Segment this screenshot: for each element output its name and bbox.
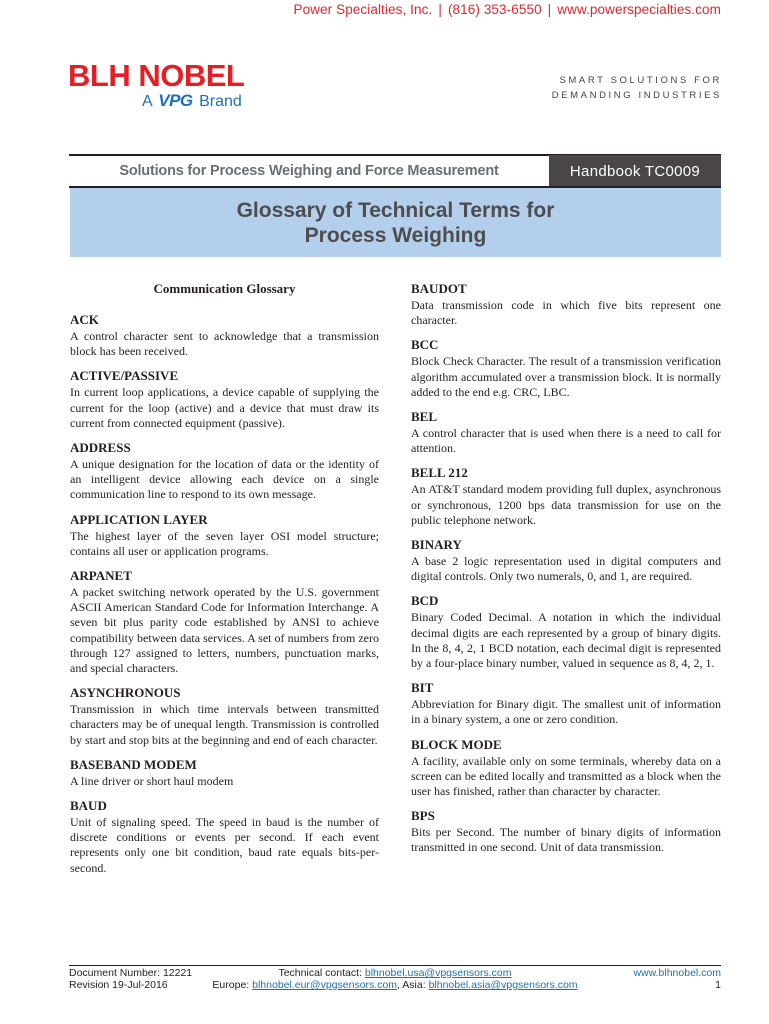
glossary-entry [411, 280, 721, 328]
blhnobel-website-link[interactable]: www.blhnobel.com [633, 967, 721, 979]
glossary-entry [70, 311, 379, 359]
document-subtitle: Solutions for Process Weighing and Force Measurement [119, 163, 499, 179]
glossary-term: BINARY [411, 537, 462, 553]
revision-date: Revision 19-Jul-2016 [69, 979, 168, 991]
glossary-definition: Abbreviation for Binary digit. The smallest unit of information in a binary system, a one or zero condition. [411, 697, 721, 727]
glossary-term: BIT [411, 680, 434, 696]
glossary-definition: Bits per Second. The number of binary digits of information transmitted in one second. Unit of data transmission. [411, 825, 721, 855]
glossary-definition: Block Check Character. The result of a transmission verification algorithm accumulated over a transmission block. It is normally added to the end e.g. CRC, LBC. [411, 354, 721, 399]
glossary-term: ASYNCHRONOUS [70, 685, 181, 701]
separator: | [438, 2, 442, 17]
page-footer [69, 967, 721, 991]
glossary-entry [70, 797, 379, 876]
separator: | [547, 2, 552, 17]
glossary-entry [411, 464, 721, 528]
distributor-website-link[interactable]: www.powerspecialties.com [557, 2, 721, 17]
asia-email-link[interactable]: blhnobel.asia@vpgsensors.com [428, 979, 578, 991]
glossary-definition: Transmission in which time intervals between transmitted characters may be of unequal length. Transmission is controlled by start and stop bits at the beginning and end of each character. [70, 702, 379, 747]
glossary-entry [411, 679, 721, 727]
glossary-term: BAUD [70, 798, 107, 814]
glossary-entry [411, 807, 721, 855]
company-tagline: SMART SOLUTIONS FOR DEMANDING INDUSTRIES [551, 75, 722, 101]
glossary-definition: Unit of signaling speed. The speed in baud is the number of discrete conditions or events per second. If each event represents only one bit condition, baud rate equals bits-per-second. [70, 815, 379, 875]
glossary-term: ACK [70, 312, 99, 327]
glossary-term: BAUDOT [411, 281, 467, 296]
glossary-definition: The highest layer of the seven layer OSI model structure; contains all user or application programs. [70, 528, 379, 558]
glossary-entry [411, 408, 721, 456]
glossary-entry [70, 567, 379, 676]
page-number: 1 [715, 979, 721, 991]
handbook-badge: Handbook TC0009 [549, 155, 721, 187]
glossary-entry [411, 536, 721, 584]
glossary-term: BCC [411, 337, 439, 353]
glossary-entry [70, 439, 379, 503]
logo-wordmark: BLH NOBEL [68, 58, 245, 93]
glossary-term: BEL [411, 409, 438, 425]
glossary-term: BPS [411, 808, 435, 824]
blh-nobel-logo [68, 58, 245, 110]
page-title: Glossary of Technical Terms for Process Weighing [70, 188, 721, 257]
glossary-entry [411, 592, 721, 671]
glossary-term: BCD [411, 593, 439, 609]
glossary-definition: Data transmission code in which five bits represent one character. [411, 298, 721, 328]
glossary-definition: An AT&T standard modem providing full duplex, asynchronous or synchronous, 1200 bps data transmission for use on the public telephone network. [411, 482, 721, 527]
logo-vpg-brand: A VPG Brand [142, 91, 242, 110]
glossary-entry [70, 756, 379, 789]
glossary-definition: A packet switching network operated by the U.S. government ASCII American Standard Code for Information Interchange. A seven bit plus parity code established by ANSI to achieve compatibility between data services. A set of numbers from zero through 127 assigned to letters, numbers, punctuation marks, and special characters. [70, 585, 379, 676]
regional-contacts: Europe: blhnobel.eur@vpgsensors.com, Asia: blhnobel.asia@vpgsensors.com [212, 979, 578, 991]
glossary-entry [411, 736, 721, 800]
glossary-term: BASEBAND MODEM [70, 756, 197, 772]
glossary-definition: In current loop applications, a device capable of supplying the current for the loop (active) and a device that must draw its current from connected equipment (passive). [70, 385, 379, 430]
distributor-name: Power Specialties, Inc. [293, 2, 433, 17]
glossary-definition: A base 2 logic representation used in digital computers and digital controls. Only two numerals, 0, and 1, are required. [411, 554, 721, 584]
document-number: Document Number: 12221 [69, 967, 193, 979]
glossary-definition: A line driver or short haul modem [70, 773, 234, 788]
distributor-banner [0, 2, 721, 17]
europe-email-link[interactable]: blhnobel.eur@vpgsensors.com [252, 979, 398, 991]
glossary-term: ADDRESS [70, 440, 131, 456]
technical-contact: Technical contact: blhnobel.usa@vpgsensors.com [278, 967, 512, 979]
glossary-entry [70, 367, 379, 431]
distributor-phone: (816) 353-6550 [447, 2, 542, 17]
glossary-column-right [411, 280, 721, 864]
glossary-entry [70, 684, 379, 748]
glossary-term: APPLICATION LAYER [70, 511, 208, 527]
vpg-logo-icon: VPG [158, 91, 193, 110]
tech-contact-email-link[interactable]: blhnobel.usa@vpgsensors.com [364, 967, 512, 979]
glossary-term: ARPANET [70, 568, 132, 584]
glossary-entry [411, 336, 721, 400]
glossary-definition: A control character that is used when there is a need to call for attention. [411, 426, 721, 456]
glossary-entry [70, 511, 379, 559]
glossary-definition: A facility, available only on some terminals, whereby data on a screen can be edited locally and transmitted as a block when the user has finished, rather than character by character. [411, 753, 721, 799]
glossary-term: BELL 212 [411, 465, 468, 481]
footer-divider [69, 965, 721, 966]
glossary-term: ACTIVE/PASSIVE [70, 368, 179, 384]
glossary-column-left [70, 280, 379, 884]
glossary-term: BLOCK MODE [411, 736, 502, 752]
section-title: Communication Glossary [153, 281, 296, 296]
glossary-definition: A unique designation for the location of data or the identity of an intelligent device allowing each device on a single communication line to respond to its own message. [70, 457, 379, 502]
glossary-definition: A control character sent to acknowledge that a transmission block has been received. [70, 329, 379, 359]
glossary-definition: Binary Coded Decimal. A notation in which the individual decimal digits are each represented by a group of binary digits. In the 8, 4, 2, 1 BCD notation, each decimal digit is represented by a four-place binary number, valued in sequence as 8, 4, 2, 1. [411, 610, 721, 671]
